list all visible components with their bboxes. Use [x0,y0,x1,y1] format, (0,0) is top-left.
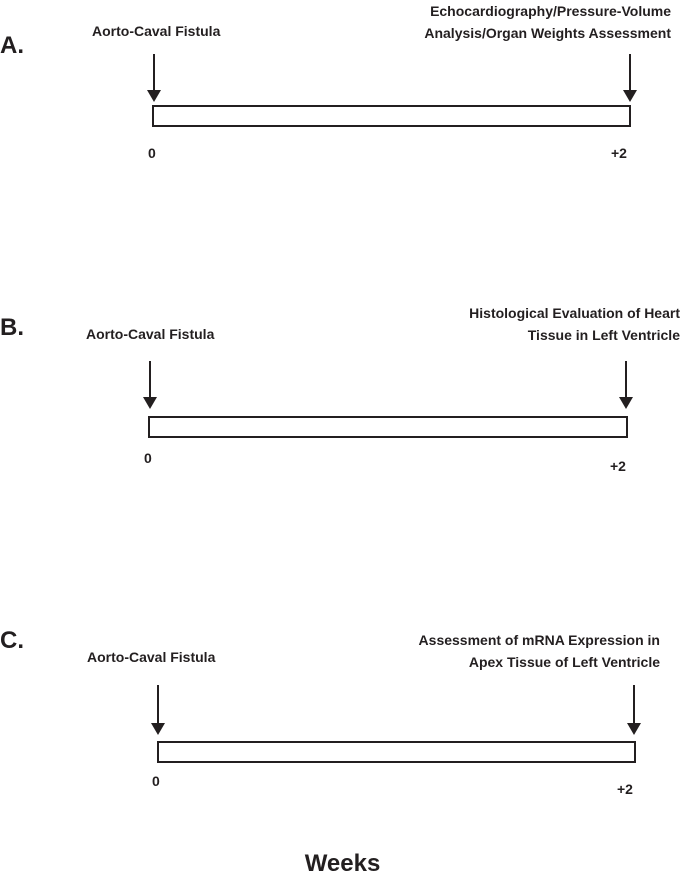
start-event-label: Aorto-Caval Fistula [87,649,216,665]
start-event-label: Aorto-Caval Fistula [86,326,215,342]
end-event-line-2: Tissue in Left Ventricle [527,327,680,343]
panel-label: C. [0,627,24,654]
end-event-line-1: Histological Evaluation of Heart [469,305,680,321]
start-arrow [151,685,165,735]
end-event-line-1: Echocardiography/Pressure-Volume [430,3,671,19]
end-arrow [627,685,641,735]
start-tick-label: 0 [144,450,152,466]
end-event-line-2: Analysis/Organ Weights Assessment [424,25,671,41]
end-event-line-2: Apex Tissue of Left Ventricle [468,654,660,670]
end-tick-label: +2 [611,145,627,161]
start-tick-label: 0 [152,773,160,789]
panel-label: B. [0,314,24,341]
end-tick-label: +2 [617,781,633,797]
start-tick-label: 0 [148,145,156,161]
end-event-line-1: Assessment of mRNA Expression in [418,632,660,648]
end-event-label [419,629,660,673]
end-tick-label: +2 [610,458,626,474]
axis-title: Weeks [304,850,381,877]
panel-label: A. [0,32,24,59]
start-event-label: Aorto-Caval Fistula [92,23,221,39]
timeline-bar [157,741,636,763]
